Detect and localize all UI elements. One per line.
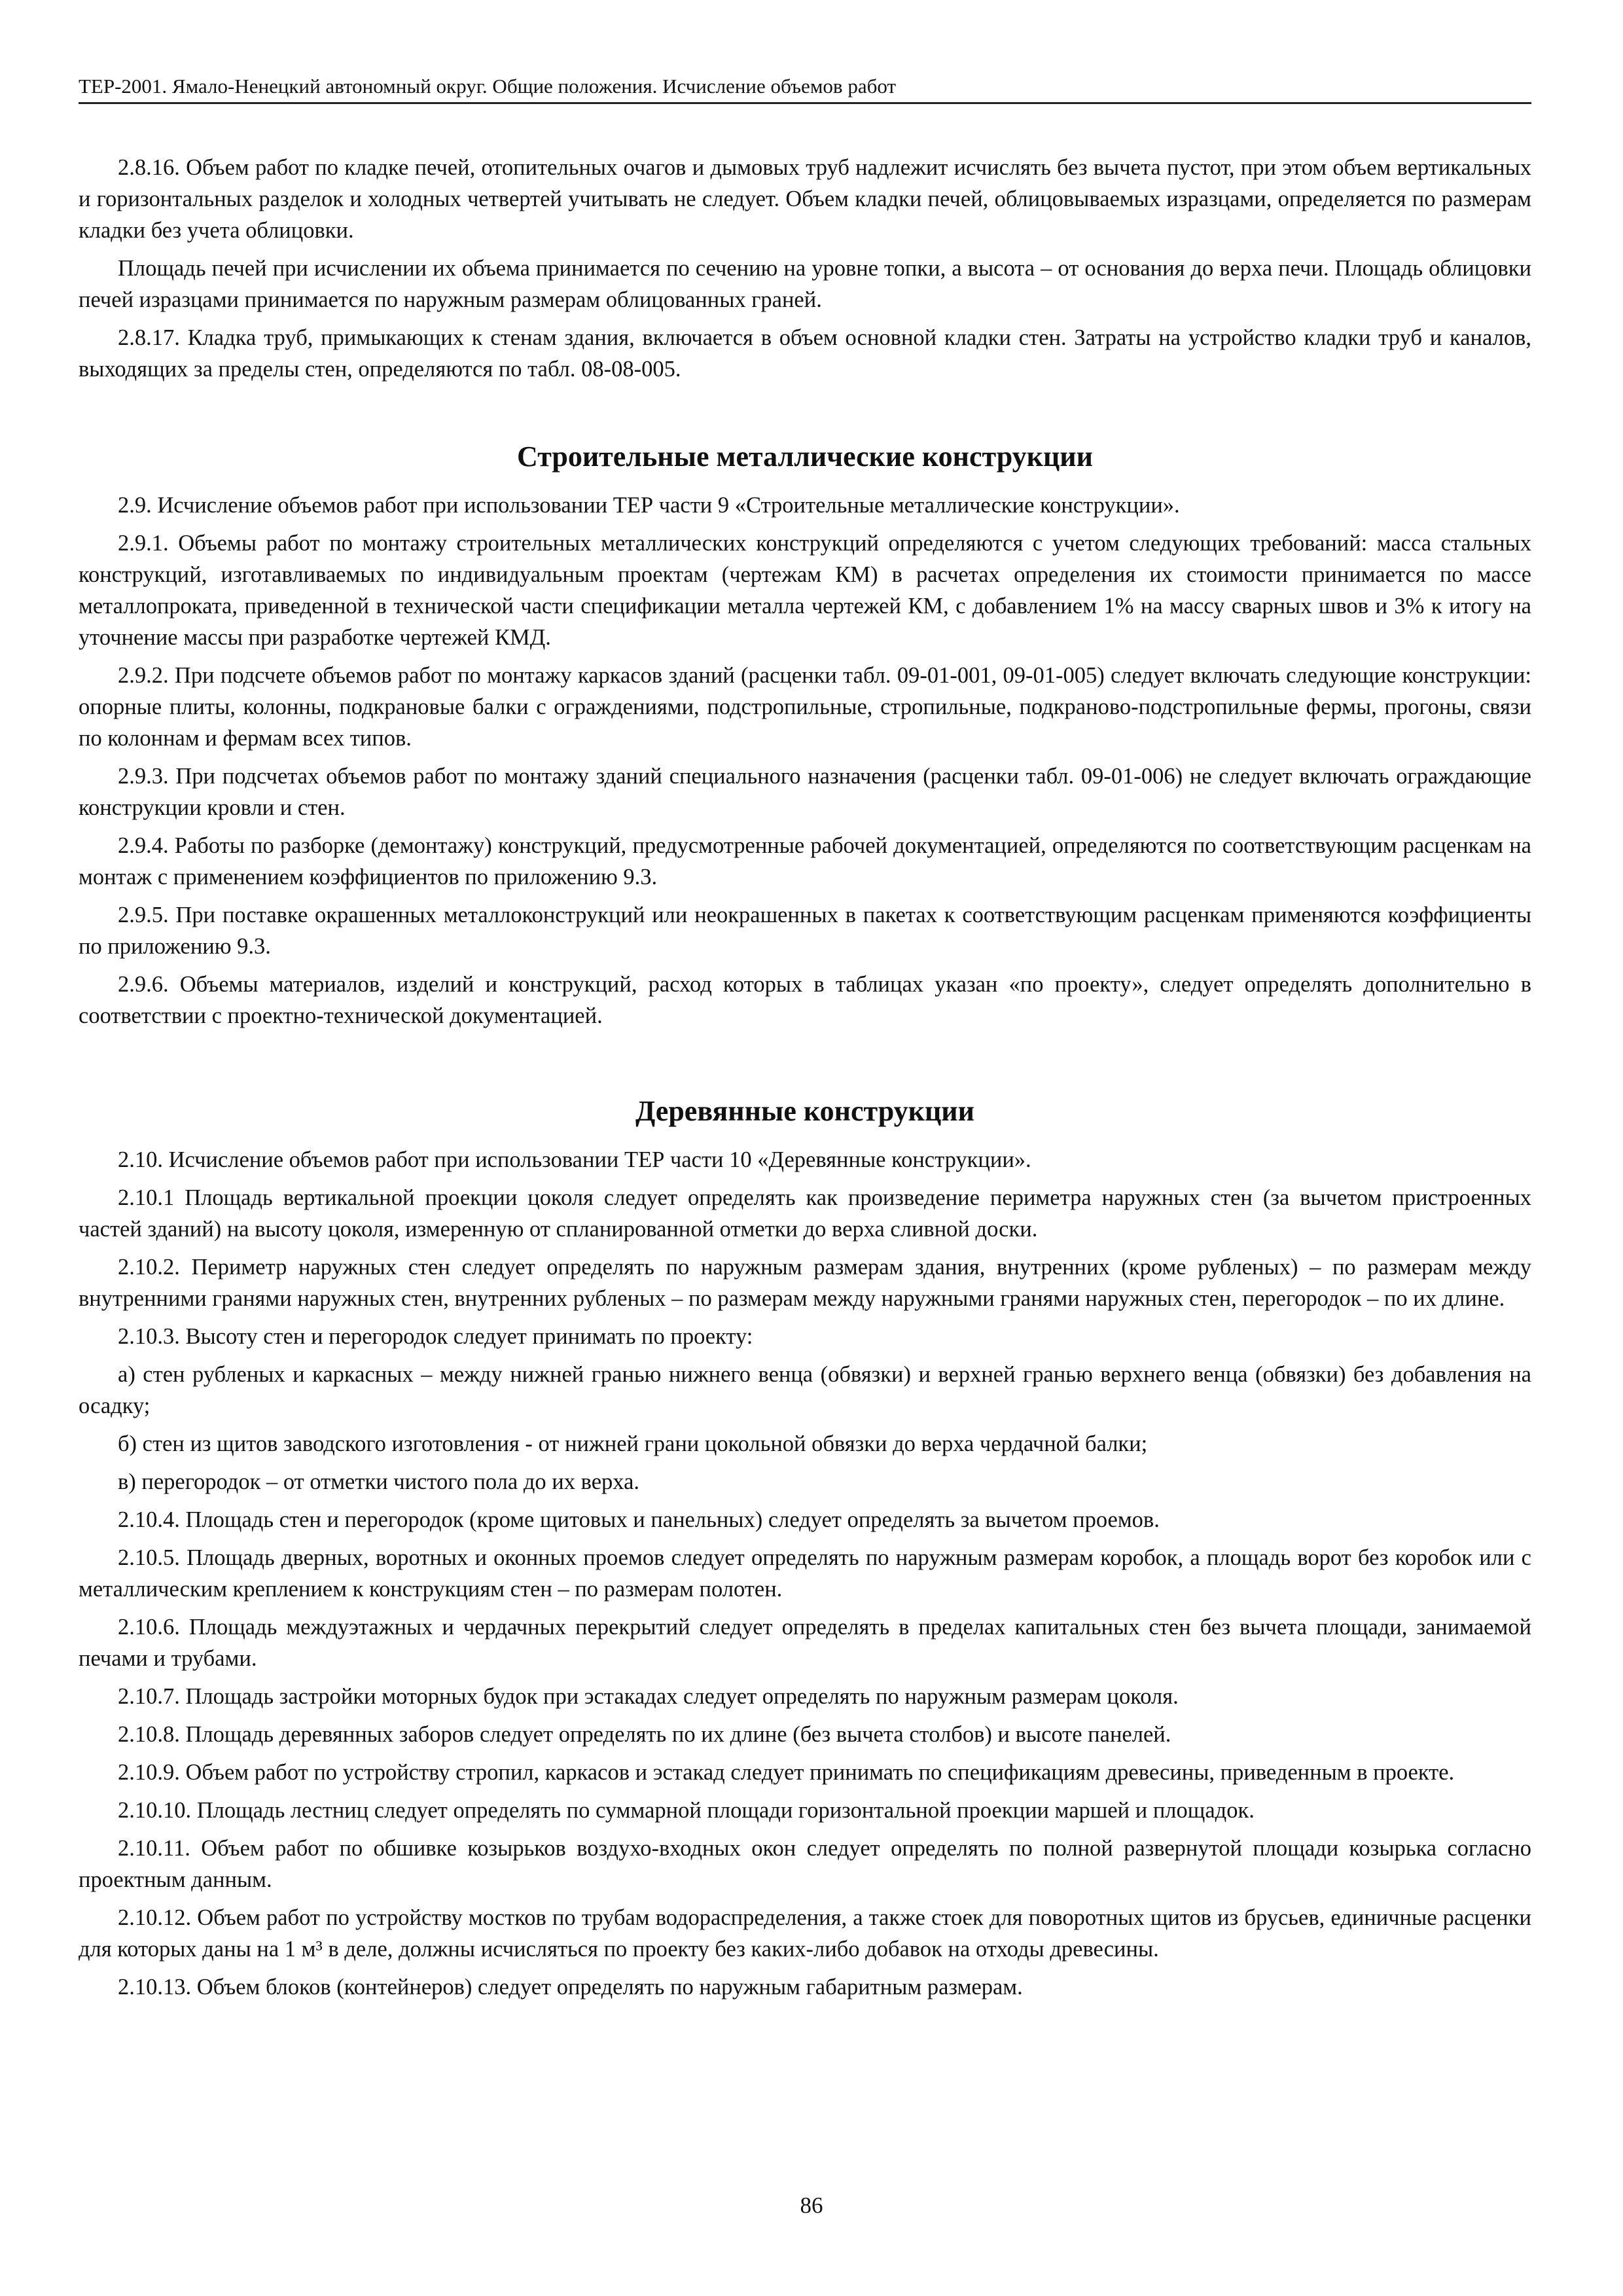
paragraph-2-9-2: 2.9.2. При подсчете объемов работ по монтажу каркасов зданий (расценки табл. 09-01-001, 09-01-005) следует включать следующие конструкции: опорные плиты, колонны, подкрановые балки с ограждениями, подстропильные, стропильные, подкраново-подстропильные фермы, прогоны, связи по колоннам и фермам всех типов. [79, 663, 1531, 751]
running-header: ТЕР-2001. Ямало-Ненецкий автономный округ. Общие положения. Исчисление объемов работ [79, 73, 1531, 104]
paragraph-2-10: 2.10. Исчисление объемов работ при использовании ТЕР части 10 «Деревянные конструкции». [118, 1147, 1031, 1172]
paragraph-2-9-6: 2.9.6. Объемы материалов, изделий и конструкций, расход которых в таблицах указан «по проекту», следует определять дополнительно в соответствии с проектно-технической документацией. [79, 972, 1531, 1028]
section-title-wood: Деревянные конструкции [635, 1095, 974, 1127]
paragraph-2-10-12: 2.10.12. Объем работ по устройству мостков по трубам водораспределения, а также стоек для поворотных щитов из брусьев, единичные расценки для которых даны на 1 м³ в деле, должны исчисляться по проекту без каких-либо добавок на отходы древесины. [79, 1905, 1531, 1962]
paragraph-2-9-5: 2.9.5. При поставке окрашенных металлоконструкций или неокрашенных в пакетах к соответствующим расценкам применяются коэффициенты по приложению 9.3. [79, 903, 1531, 959]
paragraph-stove-area: Площадь печей при исчислении их объема принимается по сечению на уровне топки, а высота – от основания до верха печи. Площадь облицовки печей изразцами принимается по наружным размерам облицованных граней. [79, 256, 1531, 312]
paragraph-2-10-9: 2.10.9. Объем работ по устройству стропил, каркасов и эстакад следует принимать по спецификациям древесины, приведенным в проекте. [118, 1760, 1455, 1785]
paragraph-2-10-6: 2.10.6. Площадь междуэтажных и чердачных перекрытий следует определять в пределах капитальных стен без вычета площади, занимаемой печами и трубами. [79, 1615, 1531, 1671]
paragraph-2-10-5: 2.10.5. Площадь дверных, воротных и оконных проемов следует определять по наружным размерам коробок, а площадь ворот без коробок или с металлическим креплением к конструкциям стен – по размерам полотен. [79, 1545, 1531, 1602]
paragraph-2-10-3: 2.10.3. Высоту стен и перегородок следует принимать по проекту: [118, 1324, 753, 1349]
paragraph-2-8-16: 2.8.16. Объем работ по кладке печей, отопительных очагов и дымовых труб надлежит исчислять без вычета пустот, при этом объем вертикальных и горизонтальных разделок и холодных четвертей учитывать не следует. Объем кладки печей, облицовываемых изразцами, определяется по размерам кладки без учета облицовки. [79, 155, 1531, 243]
paragraph-2-10-10: 2.10.10. Площадь лестниц следует определять по суммарной площади горизонтальной проекции маршей и площадок. [118, 1798, 1255, 1823]
paragraph-2-10-4: 2.10.4. Площадь стен и перегородок (кроме щитовых и панельных) следует определять за вычетом проемов. [118, 1507, 1160, 1532]
section-title-metal: Строительные металлические конструкции [517, 440, 1093, 473]
paragraph-2-9-1: 2.9.1. Объемы работ по монтажу строительных металлических конструкций определяются с учетом следующих требований: масса стальных конструкций, изготавливаемых по индивидуальным проектам (чертежам КМ) в расчетах определения их стоимости принимается по массе металлопроката, приведенной в технической части спецификации металла чертежей КМ, с добавлением 1% на массу сварных швов и 3% к итогу на уточнение массы при разработке чертежей КМД. [79, 531, 1531, 650]
page-number: 86 [800, 2193, 823, 2218]
paragraph-2-8-17: 2.8.17. Кладка труб, примыкающих к стенам здания, включается в объем основной кладки стен. Затраты на устройство кладки труб и каналов, выходящих за пределы стен, определяются по табл. 08-08-005. [79, 325, 1531, 382]
list-item-a: а) стен рубленых и каркасных – между нижней гранью нижнего венца (обвязки) и верхней гранью верхнего венца (обвязки) без добавления на осадку; [79, 1362, 1531, 1418]
paragraph-2-9-3: 2.9.3. При подсчетах объемов работ по монтажу зданий специального назначения (расценки табл. 09-01-006) не следует включать ограждающие конструкции кровли и стен. [79, 764, 1531, 820]
paragraph-2-10-13: 2.10.13. Объем блоков (контейнеров) следует определять по наружным габаритным размерам. [118, 1975, 1023, 2000]
paragraph-2-10-2: 2.10.2. Периметр наружных стен следует определять по наружным размерам здания, внутренних (кроме рубленых) – по размерам между внутренними гранями наружных стен, внутренних рубленых – по размерам между наружными гранями наружных стен, перегородок – по их длине. [79, 1255, 1531, 1311]
list-item-b: б) стен из щитов заводского изготовления - от нижней грани цокольной обвязки до верха чердачной балки; [118, 1431, 1148, 1456]
list-item-v: в) перегородок – от отметки чистого пола до их верха. [118, 1469, 640, 1494]
paragraph-2-10-11: 2.10.11. Объем работ по обшивке козырьков воздухо-входных окон следует определять по полной развернутой площади козырька согласно проектным данным. [79, 1836, 1531, 1892]
paragraph-2-10-8: 2.10.8. Площадь деревянных заборов следует определять по их длине (без вычета столбов) и высоте панелей. [118, 1722, 1171, 1747]
paragraph-2-10-7: 2.10.7. Площадь застройки моторных будок при эстакадах следует определять по наружным размерам цоколя. [118, 1684, 1179, 1709]
paragraph-2-10-1: 2.10.1 Площадь вертикальной проекции цоколя следует определять как произведение периметра наружных стен (за вычетом пристроенных частей зданий) на высоту цоколя, измеренную от спланированной отметки до верха сливной доски. [79, 1185, 1531, 1242]
paragraph-2-9: 2.9. Исчисление объемов работ при использовании ТЕР части 9 «Строительные металлические конструкции». [118, 493, 1180, 518]
paragraph-2-9-4: 2.9.4. Работы по разборке (демонтажу) конструкций, предусмотренные рабочей документацией, определяются по соответствующим расценкам на монтаж с применением коэффициентов по приложению 9.3. [79, 833, 1531, 889]
page-body [79, 152, 1531, 2009]
